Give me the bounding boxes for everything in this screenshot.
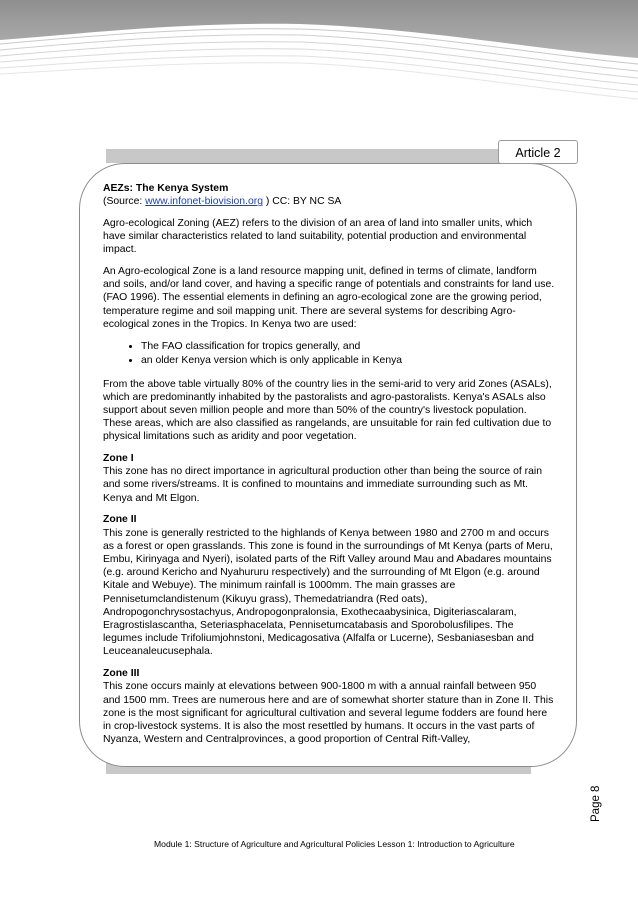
page-footer: Module 1: Structure of Agriculture and Agricultural Policies Lesson 1: Introduction to Agriculture	[154, 839, 515, 849]
top-grey-bar	[106, 149, 531, 163]
list-item: • The FAO classification for tropics generally, and	[141, 340, 555, 355]
zone-2-heading: Zone II	[103, 514, 137, 526]
paragraph-aez-mapping-unit: An Agro-ecological Zone is a land resource mapping unit, defined in terms of climate, landform and soils, and/or land cover, and having a specific range of potentials and constraints for land use. (FAO 1996). The essential elements in defining an agro-ecological zone are the growing period, temperature regime and soil mapping unit. There are several systems for describing Agro-ecological zones in the Tropics. In Kenya two are used:	[103, 266, 555, 330]
zone-3-heading: Zone III	[103, 668, 140, 680]
systems-list	[103, 340, 555, 369]
article-body	[103, 182, 555, 755]
paragraph-asals: From the above table virtually 80% of the country lies in the semi-arid to very arid Zones (ASALs), which are predominantly inhabited by the pastoralists and agro-pastoralists. Kenya's ASALs also support about seven million people and more than 50% of the country's livestock population. These areas, which are also classified as rangelands, are unsuitable for rain fed cultivation due to physical limitations such as aridity and poor vegetation.	[103, 378, 552, 443]
zone-2-text: This zone is generally restricted to the highlands of Kenya between 1980 and 2700 m and occurs as a forest or open grasslands. This zone is found in the surroundings of Mt Kenya (parts of Meru, Embu, Kirinyaga and Nyeri), isolated parts of the Rift Valley around Mau and Abadares mountains (e.g. around Kericho and Nyahururu respectively) and the surrounding of Mt Elgon (e.g. around Kitale and Webuye). The minimum rainfall is 1000mm. The main grasses are Pennisetumclandistenum (Kikuyu grass), Themedatriandra (Red oats), Andropogonchrysostachyus, Andropogonpralonsia, Exothecaabysinica, Digiteriascalaram, Eragrostislascantha, Seteriasphacelata, Pennisetumcatabasis and Sporobolusfilipes. The legumes include Trifoliumjohnstoni, Medicagosativa (Alfalfa or Lucerne), Sesbaniasesban and Leuceanaleucusephala.	[103, 527, 553, 658]
paragraph-aez-definition: Agro-ecological Zoning (AEZ) refers to the division of an area of land into smaller units, which have similar characteristics related to land suitability, potential production and environmental impact.	[103, 217, 533, 256]
zone-1-text: This zone has no direct importance in agricultural production other than being the source of rain and some rivers/streams. It is confined to mountains and immediate surrounding such as Mt. Kenya and Mt Elgon.	[103, 466, 542, 504]
source-suffix: ) CC: BY NC SA	[262, 196, 342, 208]
list-item: • an older Kenya version which is only applicable in Kenya	[141, 354, 555, 369]
header-decoration	[0, 0, 638, 115]
zone-1-heading: Zone I	[103, 453, 134, 465]
page-number: Page 8	[590, 785, 602, 822]
article-tab: Article 2	[498, 140, 578, 164]
article-title: AEZs: The Kenya System	[103, 183, 229, 194]
zone-3-text: This zone occurs mainly at elevations between 900-1800 m with a annual rainfall between 950 and 1500 mm. Trees are numerous here and are of somewhat shorter stature than in Zone II. This zone is the most significant for agricultural cultivation and several legume fodders are found here in crop-livestock systems. It is also the most resettled by humans. It occurs in the vast parts of Nyanza, Western and Centralprovinces, a good proportion of Central Rift-Valley,	[103, 681, 554, 746]
source-prefix: (Source:	[103, 196, 146, 208]
source-link[interactable]: www.infonet-biovision.org	[145, 196, 263, 208]
source-line	[103, 195, 555, 208]
